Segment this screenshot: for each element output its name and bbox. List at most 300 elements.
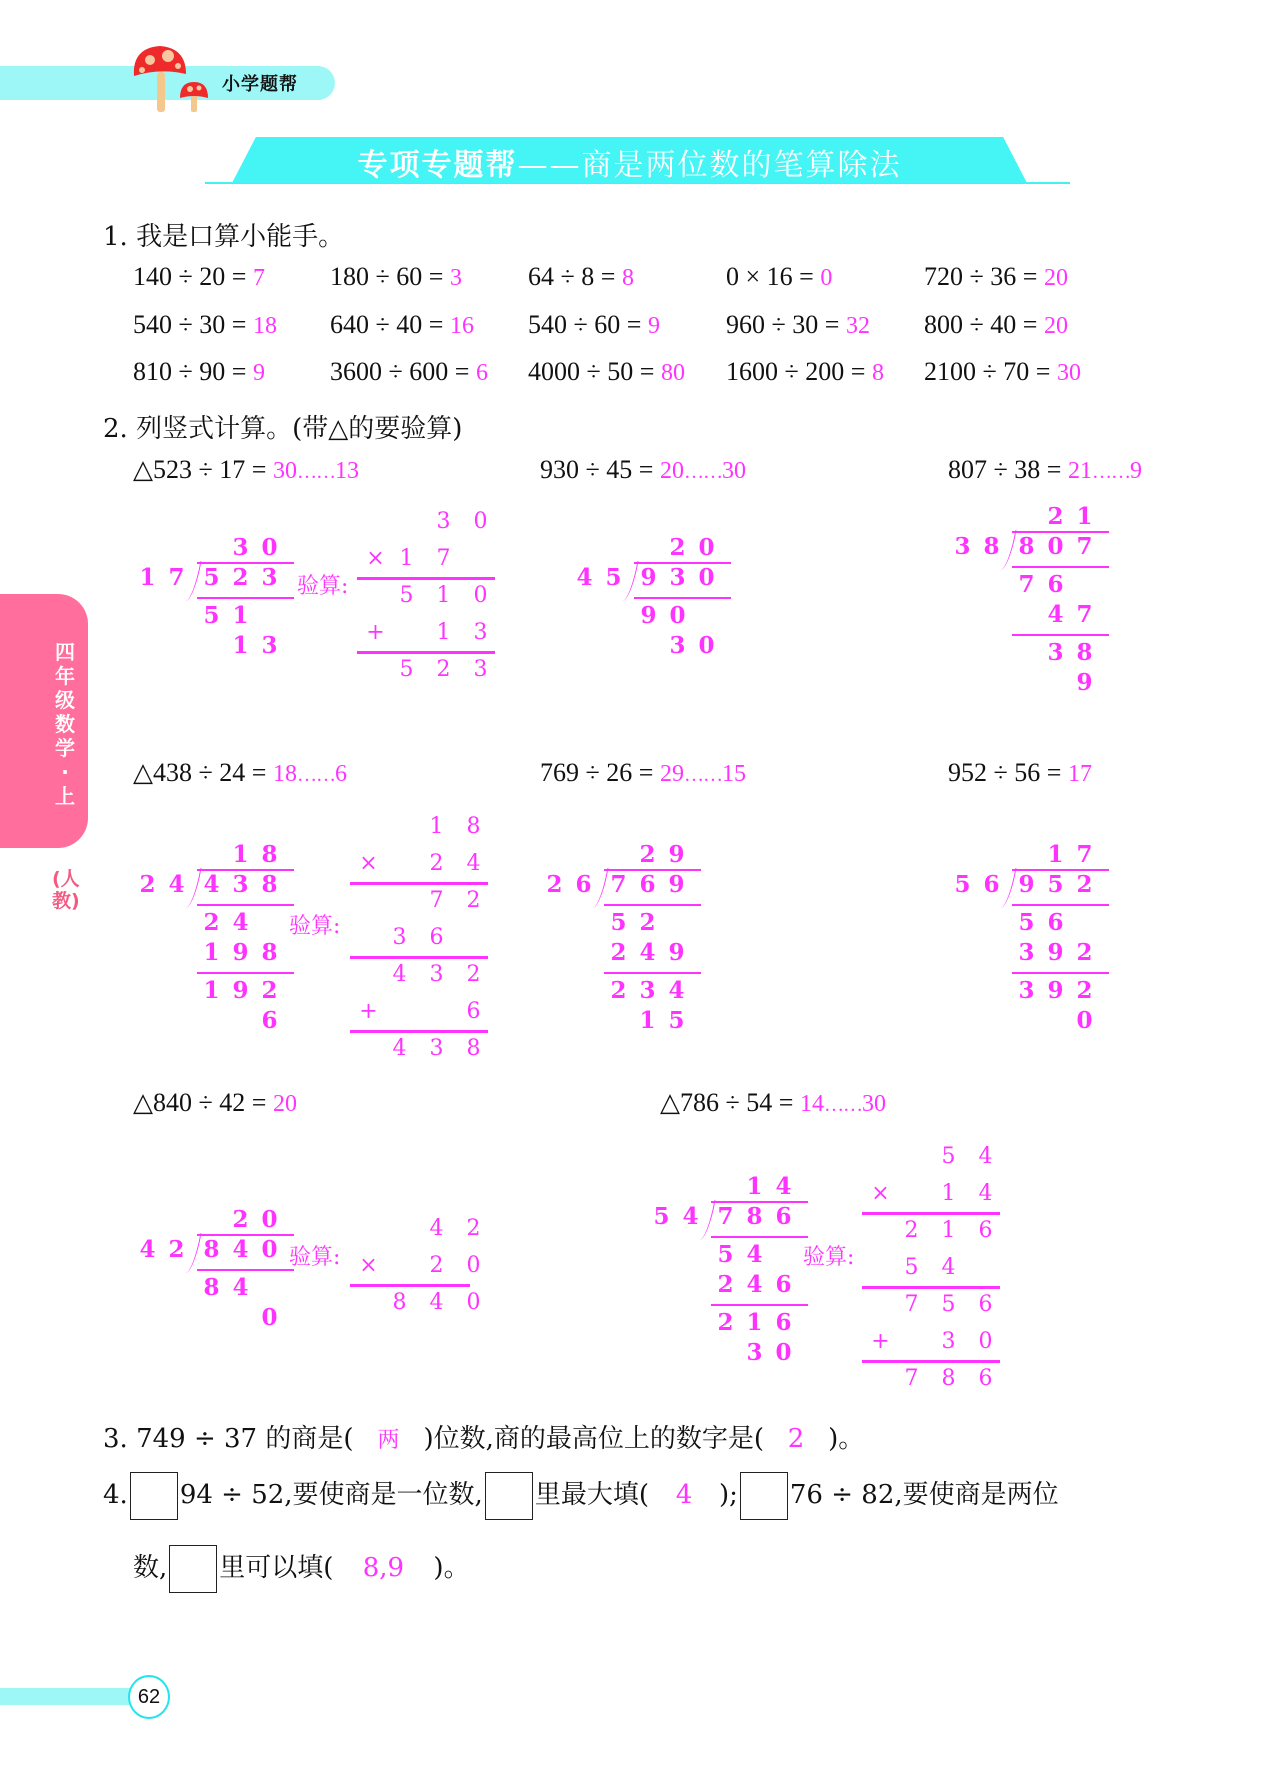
verification-digit: 4 (978, 1181, 993, 1206)
quotient-digit: 1 (1047, 841, 1064, 868)
working-digit: 4 (746, 1241, 763, 1268)
working-digit: 4 (232, 1236, 249, 1263)
equation: 640 ÷ 40 = (330, 310, 444, 339)
quotient-digit: 2 (639, 841, 656, 868)
mental-math-item (133, 357, 265, 387)
equation: △840 ÷ 42 = (133, 1088, 267, 1117)
answer-digit-count: 两 (377, 1428, 400, 1453)
working-digit: 9 (640, 564, 657, 591)
verification-digit: 1 (436, 620, 451, 645)
working-digit: 6 (1047, 909, 1064, 936)
grade-label: 四年级数学·上 (55, 640, 75, 808)
working-digit: 3 (261, 632, 278, 659)
working-digit: 9 (1047, 977, 1064, 1004)
verification-digit: 6 (429, 925, 444, 950)
working-digit: 2 (1076, 939, 1093, 966)
working-digit: 0 (1076, 1007, 1093, 1034)
verification-digit: 4 (429, 1290, 444, 1315)
equation: 3600 ÷ 600 = (330, 357, 470, 386)
question-4-part7: )。 (433, 1553, 470, 1583)
working-digit: 6 (775, 1203, 792, 1230)
mental-math-item (528, 357, 685, 387)
working-digit: 3 (669, 564, 686, 591)
subtraction-line (197, 972, 294, 974)
working-digit: 4 (639, 939, 656, 966)
working-digit: 1 (203, 977, 220, 1004)
working-digit: 4 (1047, 601, 1064, 628)
subtraction-line (1012, 904, 1109, 906)
verification-label: 验算: (289, 1245, 341, 1270)
quotient-digit: 2 (232, 1206, 249, 1233)
mental-math-item (330, 357, 488, 387)
working-digit: 9 (668, 939, 685, 966)
equation: 952 ÷ 56 = (948, 758, 1062, 787)
question-4-part2: 里最大填( (534, 1480, 649, 1510)
quotient-digit: 1 (746, 1173, 763, 1200)
working-digit: 9 (668, 871, 685, 898)
working-digit: 5 (203, 564, 220, 591)
quotient-digit: 4 (775, 1173, 792, 1200)
remainder: 30 (861, 1091, 886, 1117)
divisor-digit: 5 (605, 564, 622, 591)
mental-math-item (726, 310, 870, 340)
working-digit: 2 (717, 1309, 734, 1336)
working-digit: 2 (717, 1271, 734, 1298)
working-digit: 2 (610, 977, 627, 1004)
working-digit: 6 (261, 1007, 278, 1034)
verification-digit: 4 (392, 1036, 407, 1061)
quotient: 17 (1067, 761, 1092, 787)
page-title-series: 专项专题帮 (357, 148, 518, 183)
working-digit: 2 (639, 909, 656, 936)
equation: 769 ÷ 26 = (540, 758, 654, 787)
verification-digit: 0 (466, 1253, 481, 1278)
answer: 9 (647, 313, 660, 339)
blank-box-3 (740, 1472, 788, 1520)
subtraction-line (197, 904, 294, 906)
verification-digit: 8 (392, 1290, 407, 1315)
verification-digit: 8 (466, 1036, 481, 1061)
working-digit: 7 (610, 871, 627, 898)
remainder-dots: …… (683, 764, 722, 786)
quotient-digit: 8 (261, 841, 278, 868)
question-4-line-1 (103, 1472, 1059, 1520)
working-digit: 3 (1018, 977, 1035, 1004)
divisor-digit: 2 (546, 871, 563, 898)
remainder-dots: …… (296, 764, 335, 786)
question-3-middle: )位数,商的最高位上的数字是( (423, 1424, 765, 1454)
working-digit: 1 (232, 602, 249, 629)
equation: 1600 ÷ 200 = (726, 357, 866, 386)
divisor-digit: 5 (653, 1203, 670, 1230)
question-3-prefix: 3. 749 ÷ 37 的商是( (103, 1424, 354, 1454)
remainder: 9 (1129, 458, 1142, 484)
equation: △786 ÷ 54 = (660, 1088, 794, 1117)
verification-digit: 1 (399, 546, 414, 571)
working-digit: 8 (261, 871, 278, 898)
remainder: 15 (721, 761, 746, 787)
verification-digit: 3 (429, 962, 444, 987)
divisor-digit: 2 (139, 871, 156, 898)
question-4-line-2 (133, 1545, 470, 1593)
answer: 0 (820, 265, 833, 291)
working-digit: 9 (232, 939, 249, 966)
verification-digit: 2 (436, 657, 451, 682)
verification-label: 验算: (803, 1245, 855, 1270)
equation: 800 ÷ 40 = (924, 310, 1038, 339)
working-digit: 2 (610, 939, 627, 966)
division-problem (540, 455, 746, 485)
divisor-digit: 6 (575, 871, 592, 898)
verification-digit: 7 (904, 1366, 919, 1391)
equation: 2100 ÷ 70 = (924, 357, 1051, 386)
working-digit: 0 (698, 632, 715, 659)
verification-digit: 2 (904, 1218, 919, 1243)
quotient: 20 (659, 458, 684, 484)
operator-sign: × (359, 851, 378, 876)
working-digit: 7 (1076, 533, 1093, 560)
operator-sign: + (366, 620, 385, 645)
working-digit: 3 (232, 871, 249, 898)
working-digit: 9 (640, 602, 657, 629)
question-4-part4: 76 ÷ 82,要使商是两位 (789, 1480, 1059, 1510)
answer: 32 (845, 313, 870, 339)
verification-digit: 8 (941, 1366, 956, 1391)
answer: 20 (1043, 265, 1068, 291)
subtraction-line (711, 1304, 808, 1306)
division-problem (133, 1088, 297, 1118)
verification-digit: 2 (466, 888, 481, 913)
quotient-digit: 1 (1076, 503, 1093, 530)
divisor-digit: 6 (983, 871, 1000, 898)
verification-digit: 3 (429, 1036, 444, 1061)
working-digit: 1 (639, 1007, 656, 1034)
working-digit: 3 (261, 564, 278, 591)
operator-sign: + (359, 999, 378, 1024)
remainder-dots: …… (683, 461, 722, 483)
verification-digit: 4 (466, 851, 481, 876)
subtraction-line (197, 597, 294, 599)
working-digit: 0 (775, 1339, 792, 1366)
divisor-digit: 7 (168, 564, 185, 591)
brand-label: 小学题帮 (222, 74, 298, 95)
verification-digit: 1 (436, 583, 451, 608)
mental-math-item (133, 262, 265, 292)
equation: 0 × 16 = (726, 262, 814, 291)
verification-digit: 8 (466, 814, 481, 839)
answer-possible-fills: 8,9 (362, 1553, 405, 1583)
mushroom-logo-icon (128, 42, 218, 114)
remainder: 13 (334, 458, 359, 484)
divisor-digit: 5 (954, 871, 971, 898)
equation: 960 ÷ 30 = (726, 310, 840, 339)
working-digit: 1 (203, 939, 220, 966)
equation: 4000 ÷ 50 = (528, 357, 655, 386)
equation: 720 ÷ 36 = (924, 262, 1038, 291)
page-title-topic: 商是两位数的笔算除法 (581, 148, 902, 183)
equation: 64 ÷ 8 = (528, 262, 616, 291)
working-digit: 6 (1047, 571, 1064, 598)
quotient-digit: 0 (698, 534, 715, 561)
answer-highest-digit: 2 (787, 1424, 805, 1454)
verification-digit: 3 (473, 657, 488, 682)
verification-digit: 0 (978, 1329, 993, 1354)
operator-sign: × (359, 1253, 378, 1278)
verification-digit: 1 (941, 1218, 956, 1243)
working-digit: 6 (775, 1271, 792, 1298)
verification-digit: 7 (904, 1292, 919, 1317)
subtraction-line (197, 1269, 294, 1271)
mental-math-item (924, 310, 1068, 340)
quotient-digit: 1 (232, 841, 249, 868)
working-digit: 0 (261, 1304, 278, 1331)
remainder: 6 (334, 761, 347, 787)
verification-digit: 0 (466, 1290, 481, 1315)
working-digit: 0 (1047, 533, 1064, 560)
answer-max-fill: 4 (675, 1480, 693, 1510)
working-digit: 4 (746, 1271, 763, 1298)
working-digit: 5 (1047, 871, 1064, 898)
working-digit: 1 (232, 632, 249, 659)
working-digit: 7 (1076, 601, 1093, 628)
mental-math-item (726, 262, 832, 292)
subtraction-line (1012, 972, 1109, 974)
equation: 140 ÷ 20 = (133, 262, 247, 291)
verification-digit: 2 (466, 962, 481, 987)
footer-bar (0, 1688, 132, 1705)
verification-digit: 2 (429, 1253, 444, 1278)
mental-math-item (528, 262, 634, 292)
verification-digit: 3 (473, 620, 488, 645)
working-digit: 3 (1018, 939, 1035, 966)
operator-sign: × (871, 1181, 890, 1206)
working-digit: 2 (203, 909, 220, 936)
operator-sign: × (366, 546, 385, 571)
verification-digit: 4 (978, 1144, 993, 1169)
answer: 8 (621, 265, 634, 291)
division-problem (660, 1088, 886, 1118)
division-problem (540, 758, 746, 788)
verification-digit: 3 (436, 509, 451, 534)
subtraction-line (604, 904, 701, 906)
verification-digit: 1 (429, 814, 444, 839)
subtraction-line (711, 1236, 808, 1238)
mental-math-item (330, 310, 474, 340)
working-digit: 9 (232, 977, 249, 1004)
remainder-dots: …… (1091, 461, 1130, 483)
question-4-part3: ); (718, 1480, 738, 1510)
working-digit: 4 (232, 909, 249, 936)
working-digit: 8 (261, 939, 278, 966)
page-number: 62 (128, 1675, 170, 1719)
working-digit: 9 (1018, 871, 1035, 898)
working-digit: 8 (746, 1203, 763, 1230)
verification-digit: 0 (473, 509, 488, 534)
verification-digit: 5 (904, 1255, 919, 1280)
verification-digit: 6 (978, 1366, 993, 1391)
working-digit: 2 (232, 564, 249, 591)
working-digit: 7 (1018, 571, 1035, 598)
quotient-digit: 9 (668, 841, 685, 868)
verification-digit: 4 (392, 962, 407, 987)
divisor-digit: 4 (682, 1203, 699, 1230)
working-digit: 6 (639, 871, 656, 898)
remainder-dots: …… (296, 461, 335, 483)
answer: 16 (449, 313, 474, 339)
answer: 80 (660, 360, 685, 386)
verification-label: 验算: (289, 914, 341, 939)
operator-sign: + (871, 1329, 890, 1354)
divisor-digit: 4 (576, 564, 593, 591)
question-4-number: 4. (103, 1480, 128, 1510)
question-3-suffix: )。 (828, 1424, 865, 1454)
equation: △438 ÷ 24 = (133, 758, 267, 787)
working-digit: 3 (669, 632, 686, 659)
working-digit: 8 (1076, 639, 1093, 666)
working-digit: 8 (1018, 533, 1035, 560)
verification-digit: 5 (941, 1292, 956, 1317)
equation: 540 ÷ 60 = (528, 310, 642, 339)
working-digit: 5 (1018, 909, 1035, 936)
quotient: 21 (1067, 458, 1092, 484)
working-digit: 2 (1076, 871, 1093, 898)
verification-digit: 4 (941, 1255, 956, 1280)
question-1-title: 1. 我是口算小能手。 (103, 222, 345, 252)
divisor-digit: 2 (168, 1236, 185, 1263)
verification-digit: 3 (392, 925, 407, 950)
blank-box-1 (130, 1472, 178, 1520)
verification-digit: 4 (429, 1216, 444, 1241)
quotient-digit: 7 (1076, 841, 1093, 868)
page-title-dash: —— (517, 148, 582, 183)
answer: 9 (252, 360, 265, 386)
subtraction-line (604, 972, 701, 974)
mental-math-item (133, 310, 277, 340)
working-digit: 0 (261, 1236, 278, 1263)
remainder: 30 (721, 458, 746, 484)
working-digit: 3 (639, 977, 656, 1004)
working-digit: 5 (717, 1241, 734, 1268)
working-digit: 8 (203, 1274, 220, 1301)
working-digit: 2 (261, 977, 278, 1004)
equation: △523 ÷ 17 = (133, 455, 267, 484)
verification-digit: 5 (399, 583, 414, 608)
mental-math-item (726, 357, 884, 387)
quotient: 20 (272, 1091, 297, 1117)
blank-box-4 (169, 1545, 217, 1593)
question-3 (103, 1418, 864, 1455)
quotient-digit: 3 (232, 534, 249, 561)
quotient: 14 (799, 1091, 824, 1117)
quotient: 18 (272, 761, 297, 787)
answer: 18 (252, 313, 277, 339)
divisor-digit: 4 (168, 871, 185, 898)
divisor-digit: 1 (139, 564, 156, 591)
question-4-part1: 94 ÷ 52,要使商是一位数, (179, 1480, 483, 1510)
subtraction-line (634, 597, 731, 599)
verification-digit: 2 (466, 1216, 481, 1241)
verification-digit: 0 (473, 583, 488, 608)
working-digit: 9 (1076, 669, 1093, 696)
quotient-digit: 0 (261, 534, 278, 561)
quotient-digit: 2 (1047, 503, 1064, 530)
verification-label: 验算: (297, 574, 349, 599)
answer: 6 (475, 360, 488, 386)
verification-digit: 7 (436, 546, 451, 571)
working-digit: 0 (669, 602, 686, 629)
equation: 807 ÷ 38 = (948, 455, 1062, 484)
page-title (232, 140, 1027, 184)
working-digit: 3 (1047, 639, 1064, 666)
verification-digit: 7 (429, 888, 444, 913)
quotient-digit: 2 (669, 534, 686, 561)
working-digit: 0 (698, 564, 715, 591)
answer: 30 (1056, 360, 1081, 386)
verification-digit: 6 (978, 1292, 993, 1317)
divisor-digit: 3 (954, 533, 971, 560)
edition-label: (人教) (52, 868, 80, 912)
working-digit: 5 (668, 1007, 685, 1034)
quotient-digit: 0 (261, 1206, 278, 1233)
divisor-digit: 8 (983, 533, 1000, 560)
equation: 540 ÷ 30 = (133, 310, 247, 339)
divisor-digit: 4 (139, 1236, 156, 1263)
mental-math-item (330, 262, 462, 292)
working-digit: 5 (203, 602, 220, 629)
verification-digit: 1 (941, 1181, 956, 1206)
answer: 20 (1043, 313, 1068, 339)
working-digit: 7 (717, 1203, 734, 1230)
division-problem (948, 758, 1092, 788)
verification-digit: 3 (941, 1329, 956, 1354)
equation: 930 ÷ 45 = (540, 455, 654, 484)
verification-digit: 2 (429, 851, 444, 876)
working-digit: 1 (746, 1309, 763, 1336)
working-digit: 4 (668, 977, 685, 1004)
division-problem (133, 455, 359, 485)
working-digit: 4 (232, 1274, 249, 1301)
verification-digit: 6 (466, 999, 481, 1024)
blank-box-2 (485, 1472, 533, 1520)
division-problem (133, 758, 347, 788)
equation: 810 ÷ 90 = (133, 357, 247, 386)
question-2-title: 2. 列竖式计算。(带△的要验算) (103, 414, 463, 444)
quotient: 30 (272, 458, 297, 484)
answer: 3 (449, 265, 462, 291)
verification-digit: 5 (399, 657, 414, 682)
working-digit: 8 (203, 1236, 220, 1263)
working-digit: 9 (1047, 939, 1064, 966)
working-digit: 6 (775, 1309, 792, 1336)
working-digit: 3 (746, 1339, 763, 1366)
answer: 7 (252, 265, 265, 291)
subtraction-line (1012, 566, 1109, 568)
mental-math-item (924, 262, 1068, 292)
question-4-part5: 数, (133, 1553, 168, 1583)
verification-digit: 5 (941, 1144, 956, 1169)
mental-math-item (528, 310, 660, 340)
working-digit: 2 (1076, 977, 1093, 1004)
division-problem (948, 455, 1142, 485)
answer: 8 (871, 360, 884, 386)
working-digit: 5 (610, 909, 627, 936)
working-digit: 4 (203, 871, 220, 898)
question-4-part6: 里可以填( (219, 1553, 334, 1583)
remainder-dots: …… (823, 1094, 862, 1116)
subtraction-line (1012, 634, 1109, 636)
verification-digit: 6 (978, 1218, 993, 1243)
mental-math-item (924, 357, 1081, 387)
